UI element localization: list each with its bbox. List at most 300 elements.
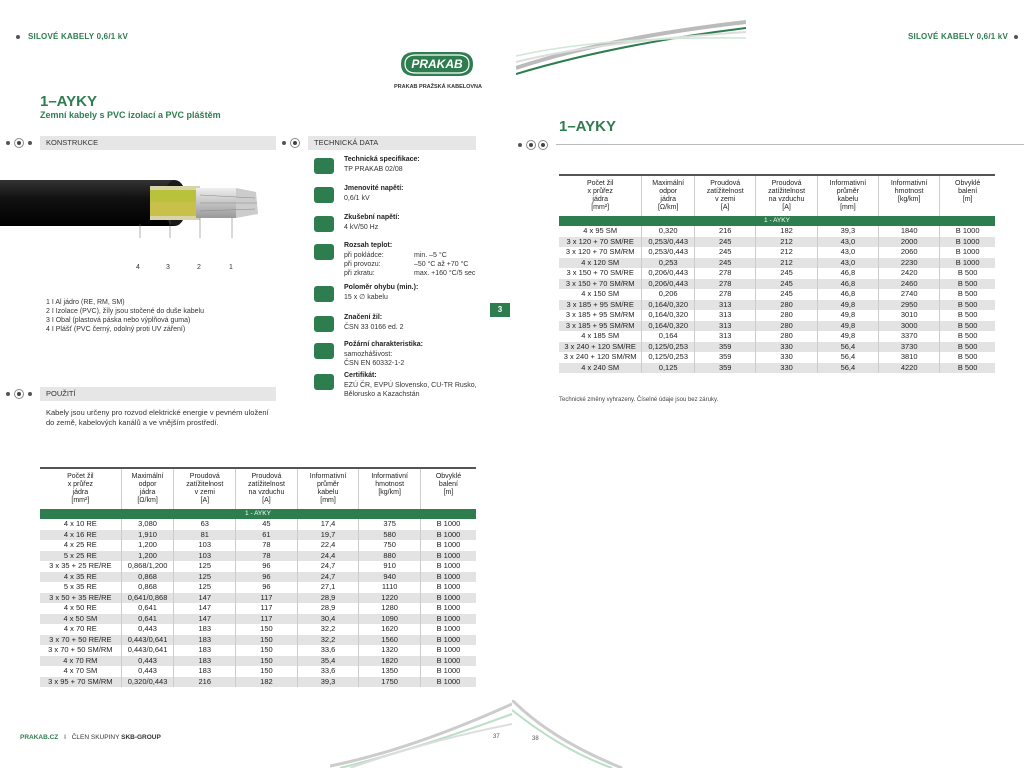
table-cell: 183 (174, 635, 236, 646)
left-running-header: SILOVÉ KABELY 0,6/1 kV (28, 32, 128, 41)
table-cell: 212 (756, 237, 817, 248)
cable-illustration (0, 168, 270, 238)
table-cell: 147 (174, 593, 236, 604)
table-cell: 313 (695, 321, 756, 332)
table-cell: 3 x 185 + 95 SM/RM (565, 310, 635, 319)
tech-data-label: Technická specifikace: (344, 156, 420, 163)
tech-data-label: Poloměr ohybu (min.): (344, 284, 419, 291)
table-cell: 3730 (879, 342, 940, 353)
bullet-ring (538, 140, 548, 150)
construction-item: 1 I Al jádro (RE, RM, SM) (46, 299, 125, 306)
table-cell: 0,443 (121, 624, 174, 635)
table-cell: 330 (756, 342, 817, 353)
table-cell: 0,164 (642, 331, 695, 342)
table-cell: 245 (756, 279, 817, 290)
section-construction: KONSTRUKCE (40, 136, 276, 150)
table-cell: 3000 (879, 321, 940, 332)
column-header: Informativní průměr kabelu [mm] (297, 469, 359, 509)
temperature-condition: při zkratu: (344, 270, 375, 277)
table-row (40, 519, 476, 530)
table-cell: 183 (174, 656, 236, 667)
table-cell: 0,443/0,641 (121, 635, 174, 646)
table-cell: 3 x 95 + 70 SM/RM (40, 677, 121, 688)
section-tech-data: TECHNICKÁ DATA (308, 136, 476, 150)
table-cell: 1560 (359, 635, 421, 646)
table-cell: 0,868 (121, 582, 174, 593)
table-cell: 1,910 (121, 530, 174, 541)
table-cell: 3 x 120 + 70 SM/RM (565, 247, 635, 256)
bullet-dot (518, 143, 522, 147)
table-cell: 3 x 240 + 120 SM/RM (563, 352, 637, 361)
table-row (559, 289, 995, 300)
table-cell: B 500 (940, 310, 995, 321)
callout-4: 4 (136, 264, 140, 271)
tech-data-value: 15 x ∅ kabelu (344, 294, 388, 301)
table-cell: 117 (236, 603, 298, 614)
test-icon (314, 216, 334, 232)
table-cell: B 1000 (420, 614, 476, 625)
wire-decoration (516, 18, 746, 76)
table-cell: 43,0 (817, 247, 878, 258)
table-cell: 3 x 70 + 50 RE/RE (40, 635, 121, 646)
column-header: Počet žil x průřez jádra [mm²] (67, 473, 94, 504)
table-cell: 4 x 70 SM (63, 666, 98, 675)
table-cell: 4220 (879, 363, 940, 374)
table-cell: 28,9 (297, 603, 359, 614)
callout-3: 3 (166, 264, 170, 271)
table-header-row (559, 176, 995, 216)
table-cell: 24,7 (297, 561, 359, 572)
table-row (40, 582, 476, 593)
table-cell: 5 x 25 RE (40, 551, 121, 562)
table-cell: 183 (174, 645, 236, 656)
spec-icon (314, 158, 334, 174)
table-cell: 1750 (359, 677, 421, 688)
table-row (40, 603, 476, 614)
marking-icon (314, 316, 334, 332)
table-cell: 56,4 (817, 342, 878, 353)
column-header: Obvyklé balení [m] (940, 176, 995, 216)
table-cell: B 500 (940, 289, 995, 300)
column-header: Počet žil x průřez jádra [mm²] (586, 180, 614, 211)
wire-decoration (330, 700, 512, 768)
disclaimer-note: Technické změny vyhrazeny. Číselné údaje jsou bez záruky. (559, 397, 719, 403)
table-cell: 330 (756, 352, 817, 363)
table-cell: 39,3 (297, 677, 359, 688)
table-cell: 3370 (879, 331, 940, 342)
table-cell: B 500 (940, 268, 995, 279)
table-cell: 125 (174, 561, 236, 572)
table-cell: 150 (236, 666, 298, 677)
usage-text: Kabely jsou určeny pro rozvod elektrické energie v pevném uložení do země, kabelových kanálů a ve vnějším prostředí. (46, 408, 269, 427)
table-cell: 2420 (879, 268, 940, 279)
column-header: Informativní průměr kabelu [mm] (817, 176, 878, 216)
table-cell: B 500 (940, 321, 995, 332)
table-cell: B 1000 (940, 258, 995, 269)
table-cell: 4 x 35 RE (40, 572, 121, 583)
table-cell: 0,125 (642, 363, 695, 374)
table-row (559, 300, 995, 311)
table-row (559, 258, 995, 269)
table-row (559, 268, 995, 279)
voltage-icon (314, 187, 334, 203)
temperature-value: –50 °C až +70 °C (414, 261, 469, 268)
table-cell: 4 x 70 RM (40, 656, 121, 667)
table-cell: 580 (359, 530, 421, 541)
table-cell: 3 x 185 + 95 SM/RE (559, 300, 642, 311)
table-cell: 3 x 35 + 25 RE/RE (49, 561, 112, 570)
table-cell: 22,4 (297, 540, 359, 551)
table-cell: 150 (236, 635, 298, 646)
table-cell: 1,200 (121, 540, 174, 551)
table-row (559, 247, 995, 258)
table-cell: B 1000 (420, 582, 476, 593)
table-cell: 280 (756, 331, 817, 342)
tech-data-label: Požární charakteristika: (344, 341, 423, 348)
bullet-dot (6, 141, 10, 145)
bullet-ring (526, 140, 536, 150)
table-row (40, 635, 476, 646)
column-header: Proudová zatížitelnost na vzduchu [A] (236, 469, 298, 509)
table-cell: 49,8 (817, 310, 878, 321)
table-cell: B 1000 (420, 540, 476, 551)
table-cell: 1320 (359, 645, 421, 656)
table-cell: 103 (174, 551, 236, 562)
table-cell: 4 x 185 SM (581, 331, 620, 340)
table-cell: 147 (174, 614, 236, 625)
page-number-left: 37 (493, 734, 500, 740)
title-rule (556, 144, 1024, 145)
tech-data-value: TP PRAKAB 02/08 (344, 166, 403, 173)
table-cell: 56,4 (817, 352, 878, 363)
table-cell: 32,2 (297, 624, 359, 635)
table-cell: 49,8 (817, 300, 878, 311)
table-cell: 2740 (879, 289, 940, 300)
table-cell: 245 (756, 289, 817, 300)
table-cell: 4 x 50 SM (40, 614, 121, 625)
table-cell: 46,8 (817, 279, 878, 290)
page-subtitle: Zemní kabely s PVC izolací a PVC pláštěm (40, 110, 221, 120)
construction-item: 3 I Obal (plastová páska nebo výplňová guma) (46, 317, 191, 324)
tech-data-value: 0,6/1 kV (344, 195, 370, 202)
tech-data-label: Značení žil: (344, 314, 383, 321)
column-header: Proudová zatížitelnost na vzduchu [A] (756, 176, 817, 216)
table-cell: 313 (695, 310, 756, 321)
table-cell: 150 (236, 645, 298, 656)
chapter-tab[interactable]: 3 (490, 303, 510, 317)
table-cell: 125 (174, 582, 236, 593)
table-cell: B 1000 (420, 666, 476, 677)
construction-item: 4 I Plášť (PVC černý, odolný proti UV záření) (46, 326, 186, 333)
table-cell: 43,0 (817, 237, 878, 248)
table-cell: 4 x 95 SM (583, 226, 618, 235)
table-cell: 3 x 70 + 50 SM/RM (48, 645, 113, 654)
temperature-value: max. +160 °C/5 sec (414, 270, 476, 277)
table-cell: B 1000 (940, 226, 995, 237)
table-cell: 30,4 (297, 614, 359, 625)
table-cell: B 1000 (940, 237, 995, 248)
table-cell: 0,443/0,641 (121, 645, 174, 656)
table-cell: 5 x 35 RE (63, 582, 97, 591)
table-cell: 880 (359, 551, 421, 562)
table-row (40, 561, 476, 572)
table-cell: 0,320 (642, 226, 695, 237)
table-cell: 245 (695, 258, 756, 269)
table-cell: 278 (695, 289, 756, 300)
header-dot (16, 35, 20, 39)
table-cell: 33,6 (297, 645, 359, 656)
table-cell: 63 (174, 519, 236, 530)
table-row (559, 363, 995, 374)
table-cell: 182 (756, 226, 817, 237)
header-dot (1014, 35, 1018, 39)
footer-separator: I (64, 734, 66, 741)
table-cell: 0,868/1,200 (121, 561, 174, 572)
table-row (40, 624, 476, 635)
table-group-label: 1 - AYKY (40, 509, 476, 519)
table-cell: B 1000 (420, 561, 476, 572)
table-cell: 46,8 (817, 289, 878, 300)
table-cell: 1820 (359, 656, 421, 667)
table-cell: 1350 (359, 666, 421, 677)
column-header: Obvyklé balení [m] (420, 469, 476, 509)
table-row (559, 342, 995, 353)
table-cell: B 1000 (420, 677, 476, 688)
table-cell: 3 x 50 + 35 RE/RE (40, 593, 121, 604)
table-cell: 17,4 (297, 519, 359, 530)
table-cell: 61 (236, 530, 298, 541)
table-cell: 1280 (359, 603, 421, 614)
table-cell: 313 (695, 300, 756, 311)
table-cell: 46,8 (817, 268, 878, 279)
table-cell: B 1000 (940, 247, 995, 258)
callout-2: 2 (197, 264, 201, 271)
temperature-condition: při pokládce: (344, 252, 384, 259)
logo-tagline: PRAKAB PRAŽSKÁ KABELOVNA (393, 84, 482, 90)
table-cell: 24,7 (297, 572, 359, 583)
table-cell: 1110 (359, 582, 421, 593)
table-cell: 3 x 150 + 70 SM/RM (559, 279, 642, 290)
table-cell: 4 x 50 RE (63, 603, 97, 612)
tech-data-value: EZÚ ČR, EVPÚ Slovensko, CU-TR Rusko, (344, 382, 477, 389)
table-cell: 4 x 150 SM (581, 289, 620, 298)
bullet-dot (6, 392, 10, 396)
tech-data-value: ČSN 33 0166 ed. 2 (344, 324, 404, 331)
table-group-row (40, 509, 476, 519)
table-cell: 2950 (879, 300, 940, 311)
table-cell: 182 (236, 677, 298, 688)
table-cell: 0,443 (121, 656, 174, 667)
table-cell: 27,1 (297, 582, 359, 593)
right-page-title: 1–AYKY (559, 118, 616, 135)
table-cell: 117 (236, 593, 298, 604)
table-cell: 212 (756, 247, 817, 258)
right-running-header: SILOVÉ KABELY 0,6/1 kV (908, 32, 1008, 41)
table-cell: 150 (236, 624, 298, 635)
table-cell: B 1000 (420, 635, 476, 646)
table-cell: 147 (174, 603, 236, 614)
right-page (497, 0, 1024, 768)
tech-data-value: samozhášivost: (344, 351, 393, 358)
column-header: Proudová zatížitelnost v zemi [A] (174, 469, 236, 509)
table-cell: 0,125/0,253 (642, 342, 695, 353)
table-cell: 910 (359, 561, 421, 572)
table-cell: 0,206/0,443 (642, 279, 695, 290)
table-cell: 0,320/0,443 (121, 677, 174, 688)
table-cell: 3 x 240 + 120 SM/RE (559, 342, 642, 353)
table-cell: B 500 (940, 300, 995, 311)
table-cell: 150 (236, 656, 298, 667)
table-cell: 2060 (879, 247, 940, 258)
table-header-row (40, 469, 476, 509)
wire-decoration (512, 700, 672, 768)
table-cell: 278 (695, 279, 756, 290)
table-cell: 2230 (879, 258, 940, 269)
table-cell: 1,200 (121, 551, 174, 562)
tech-data-value: Bělorusko a Kazachstán (344, 391, 420, 398)
table-cell: 45 (236, 519, 298, 530)
table-cell: 245 (695, 247, 756, 258)
table-cell: 35,4 (297, 656, 359, 667)
table-cell: 0,253/0,443 (642, 247, 695, 258)
logo-text: PRAKAB (411, 57, 463, 71)
table-cell: 1090 (359, 614, 421, 625)
table-cell: B 1000 (420, 624, 476, 635)
table-cell: 245 (695, 237, 756, 248)
footer-brand[interactable]: PRAKAB.CZ (20, 734, 59, 741)
table-cell: 0,641 (121, 603, 174, 614)
table-row (559, 237, 995, 248)
table-cell: 1620 (359, 624, 421, 635)
table-row (559, 331, 995, 342)
bullet-ring (290, 138, 300, 148)
table-cell: 39,3 (817, 226, 878, 237)
table-cell: 103 (174, 540, 236, 551)
footer-group: SKB-GROUP (121, 734, 161, 741)
table-cell: 0,125/0,253 (642, 352, 695, 363)
table-cell: 3010 (879, 310, 940, 321)
tech-data-label: Certifikát: (344, 372, 377, 379)
table-group-row (559, 216, 995, 226)
table-cell: 4 x 120 SM (559, 258, 642, 269)
column-header: Informativní hmotnost [kg/km] (879, 176, 940, 216)
table-cell: 3 x 150 + 70 SM/RE (566, 268, 634, 277)
table-cell: 19,7 (297, 530, 359, 541)
table-cell: 96 (236, 582, 298, 593)
column-header: Informativní hmotnost [kg/km] (359, 469, 421, 509)
table-row (559, 321, 995, 332)
table-cell: 359 (695, 342, 756, 353)
table-cell: 78 (236, 551, 298, 562)
table-cell: 0,641 (121, 614, 174, 625)
footer (20, 734, 161, 741)
bullet-dot (28, 141, 32, 145)
left-page (0, 0, 512, 768)
construction-item: 2 I Izolace (PVC), žíly jsou stočené do duše kabelu (46, 308, 204, 315)
construction-list (46, 298, 276, 334)
table-row (40, 540, 476, 551)
table-cell: 216 (174, 677, 236, 688)
table-row (40, 645, 476, 656)
table-cell: 4 x 16 RE (40, 530, 121, 541)
table-cell: 245 (756, 268, 817, 279)
fire-icon (314, 343, 334, 359)
table-cell: 28,9 (297, 593, 359, 604)
column-header: Proudová zatížitelnost v zemi [A] (695, 176, 756, 216)
table-cell: 0,641/0,868 (121, 593, 174, 604)
table-cell: 0,443 (121, 666, 174, 677)
table-row (40, 677, 476, 688)
table-cell: 1220 (359, 593, 421, 604)
table-cell: 43,0 (817, 258, 878, 269)
table-row (559, 310, 995, 321)
table-cell: B 500 (940, 352, 995, 363)
table-row (40, 656, 476, 667)
tech-data-label: Jmenovité napětí: (344, 185, 404, 192)
table-cell: B 500 (940, 279, 995, 290)
page-number-right: 38 (532, 736, 539, 742)
certificate-icon (314, 374, 334, 390)
thermometer-icon (314, 244, 334, 260)
table-row (559, 226, 995, 237)
table-cell: 4 x 10 RE (63, 519, 97, 528)
table-cell: 212 (756, 258, 817, 269)
page-title: 1–AYKY (40, 93, 97, 110)
table-cell: 3 x 185 + 95 SM/RM (559, 321, 642, 332)
table-cell: 280 (756, 300, 817, 311)
table-cell: 81 (174, 530, 236, 541)
table-cell: 280 (756, 321, 817, 332)
table-cell: 49,8 (817, 331, 878, 342)
table-cell: 4 x 70 RE (63, 624, 97, 633)
table-cell: 280 (756, 310, 817, 321)
footer-member: ČLEN SKUPINY (71, 734, 120, 741)
table-cell: 117 (236, 614, 298, 625)
table-cell: B 1000 (420, 593, 476, 604)
table-row (40, 530, 476, 541)
tech-data-label: Zkušební napětí: (344, 214, 400, 221)
table-cell: 3810 (879, 352, 940, 363)
table-cell: 359 (695, 352, 756, 363)
column-header: Maximální odpor jádra [Ω/km] (642, 176, 695, 216)
table-cell: 78 (236, 540, 298, 551)
table-cell: 3,080 (121, 519, 174, 530)
table-cell: 0,206 (642, 289, 695, 300)
table-cell: B 1000 (420, 645, 476, 656)
table-cell: 33,6 (297, 666, 359, 677)
left-spec-table (40, 467, 476, 687)
table-cell: B 1000 (420, 572, 476, 583)
table-cell: 1840 (879, 226, 940, 237)
table-cell: 4 x 25 RE (63, 540, 97, 549)
table-cell: B 1000 (420, 519, 476, 530)
bullet-ring (14, 138, 24, 148)
table-cell: 216 (695, 226, 756, 237)
table-cell: B 500 (940, 331, 995, 342)
table-cell: 313 (695, 331, 756, 342)
table-cell: B 1000 (420, 530, 476, 541)
table-cell: 49,8 (817, 321, 878, 332)
table-cell: 330 (756, 363, 817, 374)
table-cell: 750 (359, 540, 421, 551)
table-row (40, 572, 476, 583)
tech-data-label: Rozsah teplot: (344, 242, 393, 249)
table-cell: 0,164/0,320 (642, 321, 695, 332)
table-group-label: 1 - AYKY (559, 216, 995, 226)
bullet-dot (282, 141, 286, 145)
table-cell: 183 (174, 666, 236, 677)
table-cell: 183 (174, 624, 236, 635)
